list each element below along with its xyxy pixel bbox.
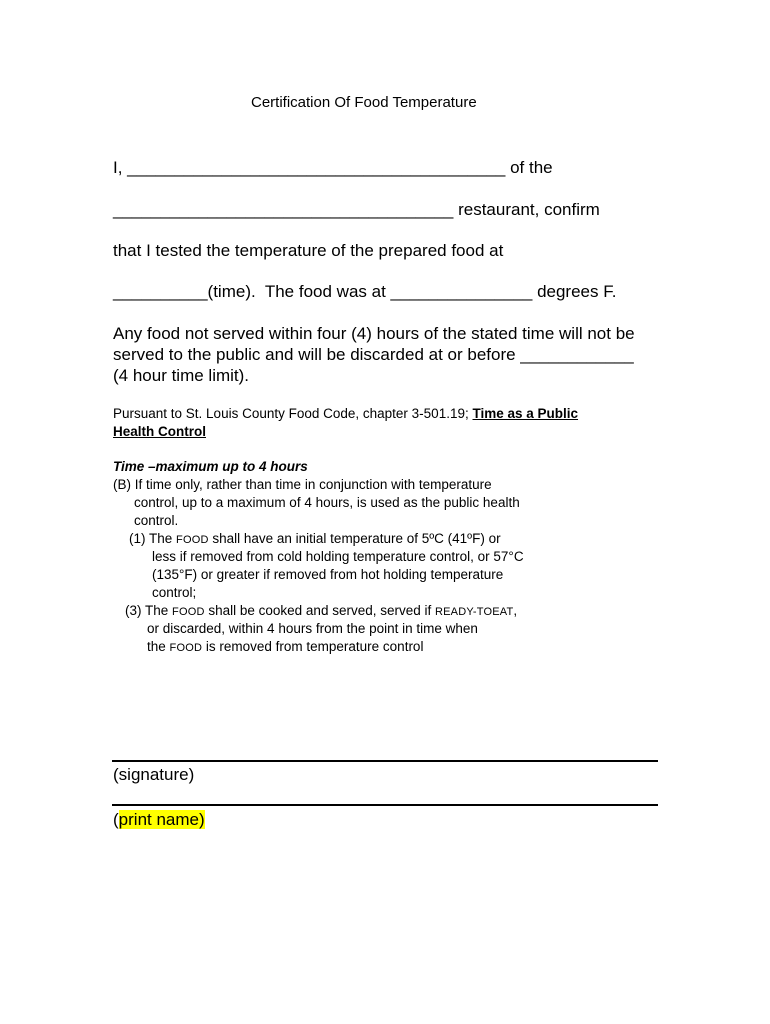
restaurant-line: ____________________________________ restaurant, confirm — [113, 200, 600, 219]
time-as-public-health-control-link: Time as a Public — [472, 406, 579, 421]
document-title: Certification Of Food Temperature — [251, 94, 477, 111]
discard-paragraph-line-3: (4 hour time limit). — [113, 366, 250, 385]
code-b-line-2: control, up to a maximum of 4 hours, is used as the public health — [134, 495, 520, 510]
time-temperature-line: __________(time). The food was at _______________ degrees F. — [113, 282, 617, 301]
pursuant-line — [113, 406, 578, 421]
name-line: I, ________________________________________ of the — [113, 158, 553, 177]
health-control-link: Health Control — [113, 424, 206, 439]
print-name-label: print name) — [118, 810, 205, 829]
code-item-1-line-2: less if removed from cold holding temperature control, or 57°C — [152, 549, 524, 564]
food-term: FOOD — [169, 642, 203, 654]
signature-rule — [112, 760, 658, 762]
code-item-1-line-3: (135°F) or greater if removed from hot holding temperature — [152, 567, 504, 582]
pursuant-text: Pursuant to St. Louis County Food Code, chapter 3-501.19; — [113, 406, 473, 421]
code-heading: Time –maximum up to 4 hours — [113, 459, 308, 474]
food-term: FOOD — [172, 606, 205, 618]
tested-line: that I tested the temperature of the prepared food at — [113, 241, 504, 260]
discard-paragraph-line-1: Any food not served within four (4) hours of the stated time will not be — [113, 324, 635, 343]
print-name-rule — [112, 804, 658, 806]
code-item-1-line-4: control; — [152, 585, 197, 600]
print-name-field — [113, 810, 205, 830]
code-item-3-line-3: the FOOD is removed from temperature control — [147, 639, 424, 654]
ready-to-eat-term: READY-TOEAT — [435, 606, 514, 618]
code-item-3-line-1: (3) The FOOD shall be cooked and served, served if READY-TOEAT, — [125, 603, 518, 618]
signature-label: (signature) — [113, 765, 195, 784]
code-b-line-1: (B) If time only, rather than time in conjunction with temperature — [113, 477, 492, 492]
print-name-open-paren: ( — [113, 810, 119, 829]
discard-paragraph-line-2: served to the public and will be discarded at or before ____________ — [113, 345, 634, 364]
code-item-3-line-2: or discarded, within 4 hours from the point in time when — [147, 621, 478, 636]
food-term: FOOD — [176, 534, 209, 546]
code-item-1-line-1: (1) The FOOD shall have an initial temperature of 5ºC (41ºF) or — [129, 531, 501, 546]
code-b-line-3: control. — [134, 513, 179, 528]
